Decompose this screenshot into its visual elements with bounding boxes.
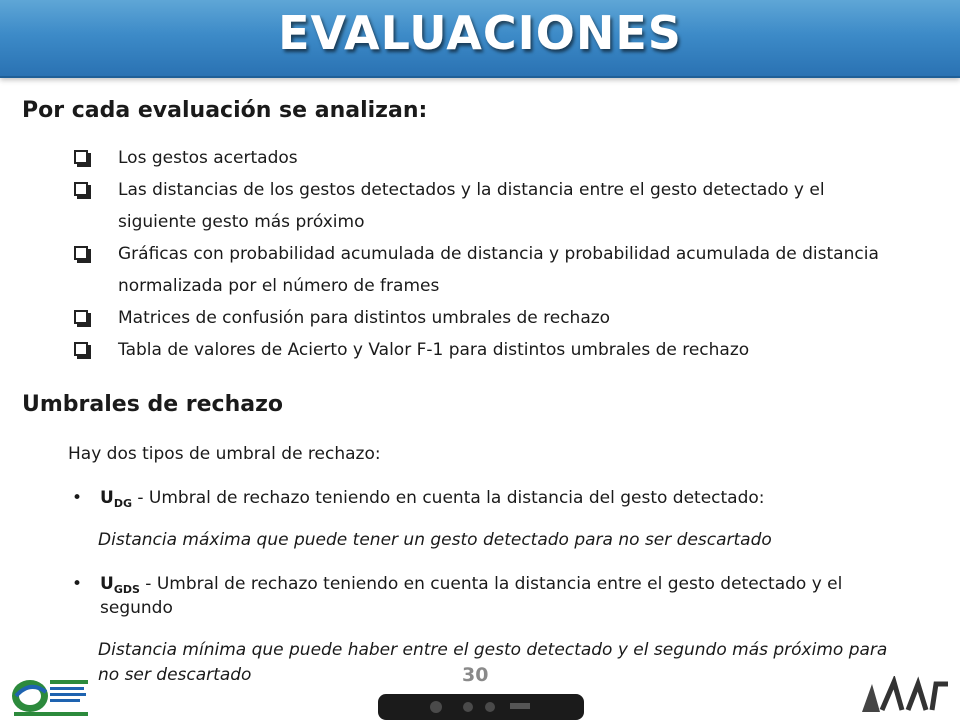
title-bar <box>0 0 960 78</box>
list-item <box>72 174 902 238</box>
threshold-description: - Umbral de rechazo teniendo en cuenta la distancia del gesto detectado: <box>131 488 765 508</box>
bullet-dot-icon: • <box>72 488 83 508</box>
university-logo-icon <box>8 672 92 718</box>
threshold-description: - Umbral de rechazo teniendo en cuenta la distancia entre el gesto detectado y el segundo <box>100 574 843 618</box>
bullet-dot-icon: • <box>72 574 83 594</box>
analysis-list <box>72 142 902 366</box>
slide-title: EVALUACIONES <box>278 6 682 60</box>
section-title-analysis: Por cada evaluación se analizan: <box>22 98 428 123</box>
threshold-symbol: U <box>100 488 114 508</box>
list-item-text: Las distancias de los gestos detectados y la distancia entre el gesto detectado y el siguiente gesto más próximo <box>118 180 825 232</box>
kinect-sensor-icon <box>378 690 584 720</box>
list-item <box>72 238 902 302</box>
checkbox-icon <box>74 246 88 260</box>
research-group-logo-icon <box>858 676 954 716</box>
list-item <box>72 142 902 174</box>
checkbox-icon <box>74 342 88 356</box>
list-item <box>72 334 902 366</box>
list-item-text: Gráficas con probabilidad acumulada de distancia y probabilidad acumulada de distancia normalizada por el número de frames <box>118 244 879 296</box>
list-item-text: Tabla de valores de Acierto y Valor F-1 para distintos umbrales de rechazo <box>118 340 750 360</box>
threshold-subscript: DG <box>113 497 132 510</box>
threshold-symbol: U <box>100 574 114 594</box>
page-number: 30 <box>462 664 489 686</box>
threshold-subscript: GDS <box>113 583 140 596</box>
list-item-text: Matrices de confusión para distintos umbrales de rechazo <box>118 308 611 328</box>
threshold-item-gds <box>72 573 902 619</box>
section-title-thresholds: Umbrales de rechazo <box>22 392 284 417</box>
threshold-item-dg <box>72 487 902 511</box>
checkbox-icon <box>74 310 88 324</box>
checkbox-icon <box>74 150 88 164</box>
threshold-note-gds: Distancia mínima que puede haber entre el gesto detectado y el segundo más próximo para no ser descartado <box>98 640 888 685</box>
threshold-note-dg: Distancia máxima que puede tener un gesto detectado para no ser descartado <box>98 530 772 550</box>
list-item <box>72 302 902 334</box>
thresholds-intro: Hay dos tipos de umbral de rechazo: <box>68 444 381 464</box>
checkbox-icon <box>74 182 88 196</box>
list-item-text: Los gestos acertados <box>118 148 298 168</box>
